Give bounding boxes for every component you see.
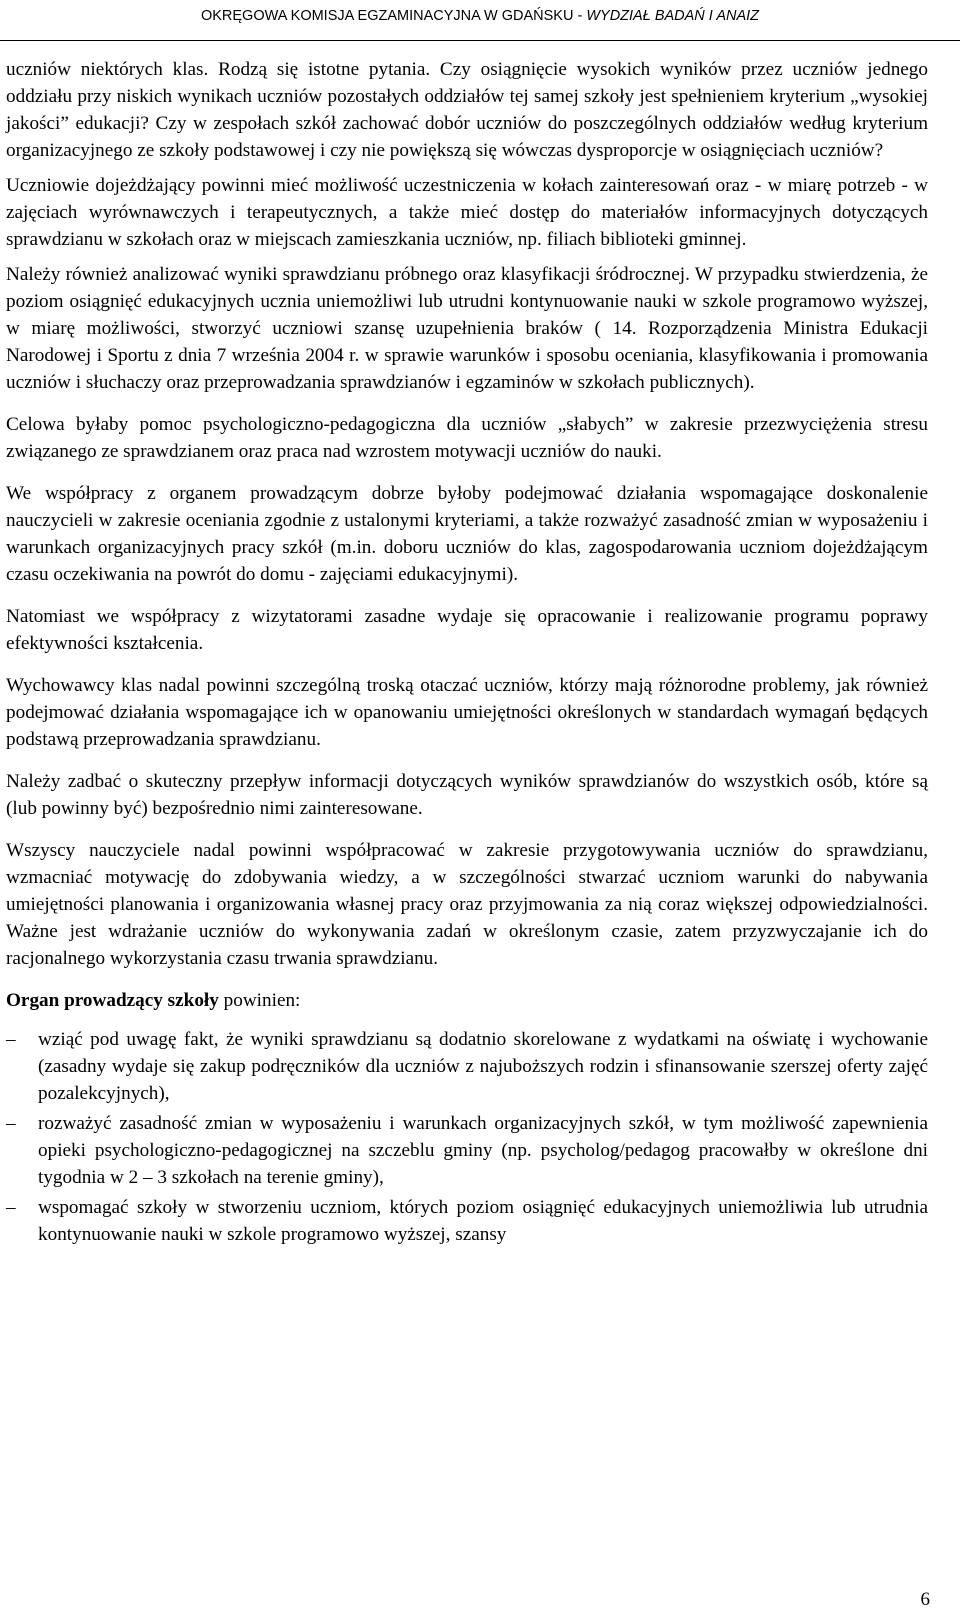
header-department: WYDZIAŁ BADAŃ I ANAIZ <box>586 8 760 24</box>
paragraph: Celowa byłaby pomoc psychologiczno-pedagogiczna dla uczniów „słabych” w zakresie przezwyciężenia stresu związanego ze sprawdzianem oraz praca nad wzrostem motywacji uczniów do nauki. <box>6 414 928 462</box>
header-title: OKRĘGOWA KOMISJA EGZAMINACYJNA W GDAŃSKU - <box>200 8 587 24</box>
paragraph: Natomiast we współpracy z wizytatorami zasadne wydaje się opracowanie i realizowanie programu poprawy efektywności kształcenia. <box>6 606 928 654</box>
paragraph: We współpracy z organem prowadzącym dobrze byłoby podejmować działania wspomagające doskonalenie nauczycieli w zakresie oceniania zgodnie z ustalonymi kryteriami, a także rozważyć zasadność zmian w wyposażeniu i warunkach organizacyjnych pracy szkół (m.in. doboru uczniów do klas, zagospodarowania uczniom dojeżdżającym czasu oczekiwania na powrót do domu - zajęciami edukacyjnymi). <box>6 483 928 585</box>
paragraph: Należy zadbać o skuteczny przepływ informacji dotyczących wyników sprawdzianów do wszystkich osób, które są (lub powinny być) bezpośrednio nimi zainteresowane. <box>6 771 928 819</box>
dash-bullet: – <box>6 1113 16 1134</box>
dash-bullet: – <box>6 1197 16 1218</box>
paragraph: Uczniowie dojeżdżający powinni mieć możliwość uczestniczenia w kołach zainteresowań oraz - w miarę potrzeb - w zajęciach wyrównawczych i terapeutycznych, a także mieć dostęp do materiałów informacyjnych dotyczących sprawdzianu w szkołach oraz w miejscach zamieszkania uczniów, np. filiach biblioteki gminnej. <box>6 175 928 250</box>
list-item <box>6 1194 928 1248</box>
page-number: 6 <box>920 1589 930 1610</box>
organ-rest: powinien: <box>218 990 301 1011</box>
organ-heading <box>6 987 928 1014</box>
list-item <box>6 1110 928 1191</box>
paragraph: Wszyscy nauczyciele nadal powinni współpracować w zakresie przygotowywania uczniów do sprawdzianu, wzmacniać motywację do zdobywania wiedzy, a w szczególności stwarzać uczniom warunki do nabywania umiejętności planowania i organizowania własnej pracy oraz przyjmowania za nią coraz większej odpowiedzialności. Ważne jest wdrażanie uczniów do wykonywania zadań w określonym czasie, zatem przyzwyczajanie ich do racjonalnego wykorzystania czasu trwania sprawdzianu. <box>6 840 928 969</box>
document-body <box>6 56 928 1251</box>
paragraph: Należy również analizować wyniki sprawdzianu próbnego oraz klasyfikacji śródrocznej. W przypadku stwierdzenia, że poziom osiągnięć edukacyjnych ucznia uniemożliwi lub utrudni kontynuowanie nauki w szkole programowo wyższej, w miarę możliwości, stworzyć uczniowi szansę uzupełnienia braków ( 14. Rozporządzenia Ministra Edukacji Narodowej i Sportu z dnia 7 września 2004 r. w sprawie warunków i sposobu oceniania, klasyfikowania i promowania uczniów i słuchaczy oraz przeprowadzania sprawdzianów i egzaminów w szkołach publicznych). <box>6 264 928 393</box>
dash-bullet: – <box>6 1029 16 1050</box>
list-item-text: rozważyć zasadność zmian w wyposażeniu i warunkach organizacyjnych szkół, w tym możliwość zapewnienia opieki psychologiczno-pedagogicznej na szczeblu gminy (np. psycholog/pedagog pracowałby w określone dni tygodnia w 2 – 3 szkołach na terenie gminy), <box>38 1113 928 1188</box>
paragraph: Wychowawcy klas nadal powinni szczególną troską otaczać uczniów, którzy mają różnorodne problemy, jak również podejmować działania wspomagające ich w opanowaniu umiejętności określonych w standardach wymagań będących podstawą przeprowadzania sprawdzianu. <box>6 675 928 750</box>
list-item-text: wziąć pod uwagę fakt, że wyniki sprawdzianu są dodatnio skorelowane z wydatkami na oświatę i wychowanie (zasadny wydaje się zakup podręczników dla uczniów z najuboższych rodzin i sfinansowanie szerszej oferty zajęć pozalekcyjnych), <box>38 1029 928 1104</box>
page-header <box>0 0 960 41</box>
organ-label: Organ prowadzący szkoły <box>6 990 219 1011</box>
paragraph: uczniów niektórych klas. Rodzą się istotne pytania. Czy osiągnięcie wysokich wyników przez uczniów jednego oddziału przy niskich wynikach uczniów pozostałych oddziałów tej samej szkoły jest spełnieniem kryterium „wysokiej jakości” edukacji? Czy w zespołach szkół zachować dobór uczniów do poszczególnych oddziałów według kryterium organizacyjnego ze szkoły podstawowej i czy nie powiększą się wówczas dysproporcje w osiągnięciach uczniów? <box>6 59 928 161</box>
list-item-text: wspomagać szkoły w stworzeniu uczniom, których poziom osiągnięć edukacyjnych uniemożliwia lub utrudnia kontynuowanie nauki w szkole programowo wyższej, szansy <box>38 1197 928 1245</box>
bullet-list <box>6 1026 928 1248</box>
list-item <box>6 1026 928 1107</box>
